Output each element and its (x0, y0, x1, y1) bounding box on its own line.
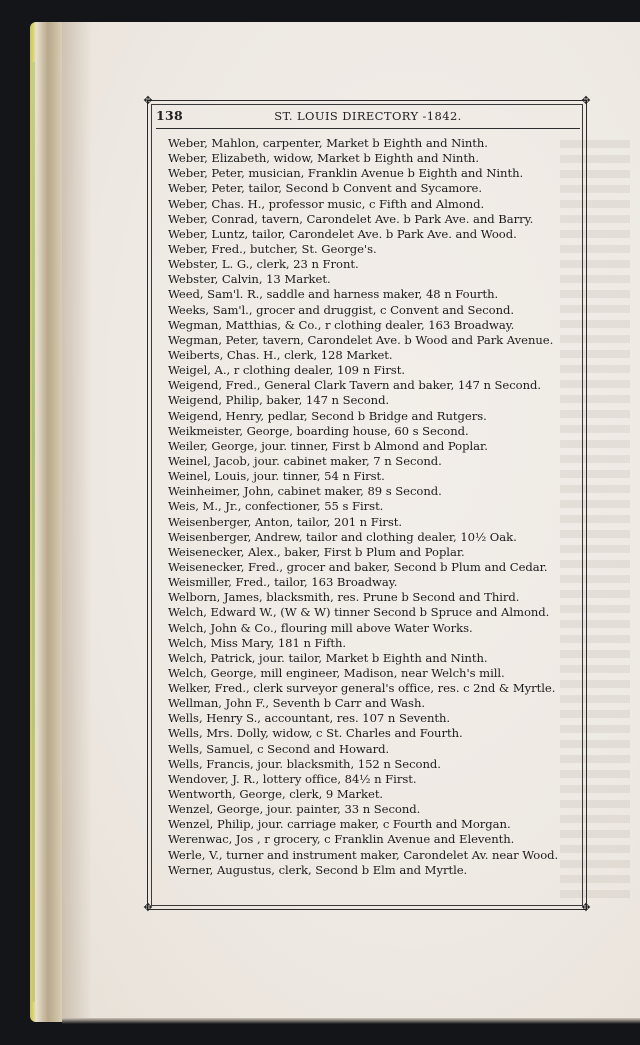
directory-entry: Werle, V., turner and instrument maker, Carondelet Av. near Wood. (168, 847, 559, 862)
directory-entry: Weeks, Sam'l., grocer and druggist, c Convent and Second. (168, 302, 515, 317)
directory-entry: Weisenecker, Alex., baker, First b Plum and Poplar. (168, 544, 465, 559)
directory-entry: Welker, Fred., clerk surveyor general's office, res. c 2nd & Myrtle. (168, 681, 556, 696)
directory-entry: Welch, John & Co., flouring mill above Water Works. (168, 620, 473, 635)
corner-ornament-icon: ✥ (143, 94, 153, 107)
directory-entry: Weisenberger, Andrew, tailor and clothing dealer, 10½ Oak. (168, 529, 517, 544)
directory-entry: Wellman, John F., Seventh b Carr and Wash. (168, 696, 425, 711)
directory-entry: Weikmeister, George, boarding house, 60 s Second. (168, 423, 469, 438)
directory-entry: Werner, Augustus, clerk, Second b Elm and Myrtle. (168, 862, 468, 877)
directory-entry: Weber, Peter, tailor, Second b Convent and Sycamore. (168, 181, 483, 196)
directory-entry: Welch, Edward W., (W & W) tinner Second b Spruce and Almond. (168, 605, 550, 620)
corner-ornament-icon: ✥ (581, 901, 591, 914)
directory-entry: Webster, Calvin, 13 Market. (168, 272, 331, 287)
directory-entry: Weismiller, Fred., tailor, 163 Broadway. (168, 575, 398, 590)
directory-entry: Weigend, Fred., General Clark Tavern and baker, 147 n Second. (168, 378, 542, 393)
directory-entry: Weigend, Henry, pedlar, Second b Bridge and Rutgers. (168, 408, 487, 423)
directory-entry: Welch, Miss Mary, 181 n Fifth. (168, 635, 347, 650)
directory-entry: Wentworth, George, clerk, 9 Market. (168, 787, 384, 802)
directory-entry: Weber, Peter, musician, Franklin Avenue b Eighth and Ninth. (168, 166, 524, 181)
directory-entry: Wegman, Matthias, & Co., r clothing dealer, 163 Broadway. (168, 317, 515, 332)
directory-entry: Welch, George, mill engineer, Madison, near Welch's mill. (168, 665, 505, 680)
directory-entry: Weis, M., Jr., confectioner, 55 s First. (168, 499, 384, 514)
page-number: 138 (156, 108, 183, 123)
directory-entry: Weber, Elizabeth, widow, Market b Eighth and Ninth. (168, 151, 479, 166)
running-head (156, 108, 580, 128)
directory-entry: Welborn, James, blacksmith, res. Prune b Second and Third. (168, 590, 520, 605)
directory-entry: Weber, Conrad, tavern, Carondelet Ave. b Park Ave. and Barry. (168, 211, 534, 226)
directory-entry: Wegman, Peter, tavern, Carondelet Ave. b Wood and Park Avenue. (168, 332, 554, 347)
corner-ornament-icon: ✥ (581, 94, 591, 107)
header-rule (156, 128, 580, 129)
directory-entries (168, 136, 578, 878)
directory-entry: Weinheimer, John, cabinet maker, 89 s Second. (168, 484, 442, 499)
page-title: ST. LOUIS DIRECTORY -1842. (274, 109, 462, 123)
directory-entry: Wells, Mrs. Dolly, widow, c St. Charles and Fourth. (168, 726, 463, 741)
directory-entry: Welch, Patrick, jour. tailor, Market b Eighth and Ninth. (168, 650, 488, 665)
directory-entry: Wells, Samuel, c Second and Howard. (168, 741, 390, 756)
directory-entry: Weed, Sam'l. R., saddle and harness maker, 48 n Fourth. (168, 287, 499, 302)
directory-entry: Wells, Francis, jour. blacksmith, 152 n Second. (168, 756, 441, 771)
directory-entry: Weisenberger, Anton, tailor, 201 n First. (168, 514, 402, 529)
directory-entry: Wells, Henry S., accountant, res. 107 n Seventh. (168, 711, 451, 726)
directory-entry: Weber, Luntz, tailor, Carondelet Ave. b Park Ave. and Wood. (168, 226, 517, 241)
page-shadow (62, 1018, 640, 1024)
directory-entry: Weigend, Philip, baker, 147 n Second. (168, 393, 390, 408)
directory-entry: Wenzel, George, jour. painter, 33 n Second. (168, 802, 421, 817)
directory-entry: Weinel, Jacob, jour. cabinet maker, 7 n Second. (168, 453, 442, 468)
directory-entry: Wendover, J. R., lottery office, 84½ n First. (168, 771, 417, 786)
directory-entry: Weigel, A., r clothing dealer, 109 n First. (168, 363, 405, 378)
corner-ornament-icon: ✥ (143, 901, 153, 914)
directory-entry: Webster, L. G., clerk, 23 n Front. (168, 257, 359, 272)
directory-entry: Werenwac, Jos , r grocery, c Franklin Avenue and Eleventh. (168, 832, 515, 847)
directory-entry: Weiler, George, jour. tinner, First b Almond and Poplar. (168, 438, 488, 453)
directory-entry: Weber, Chas. H., professor music, c Fifth and Almond. (168, 196, 485, 211)
directory-entry: Weiberts, Chas. H., clerk, 128 Market. (168, 347, 393, 362)
directory-entry: Weinel, Louis, jour. tinner, 54 n First. (168, 469, 385, 484)
directory-entry: Wenzel, Philip, jour. carriage maker, c Fourth and Morgan. (168, 817, 511, 832)
directory-entry: Weber, Fred., butcher, St. George's. (168, 241, 377, 256)
directory-entry: Weisenecker, Fred., grocer and baker, Second b Plum and Cedar. (168, 559, 548, 574)
directory-entry: Weber, Mahlon, carpenter, Market b Eighth and Ninth. (168, 136, 488, 150)
